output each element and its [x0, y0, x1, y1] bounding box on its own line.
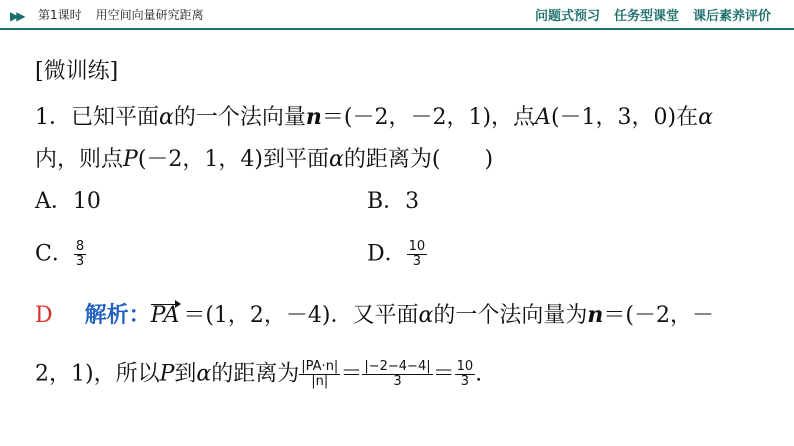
- answer-line-1: D 解析：PA ＝(1，2，－4)．又平面α的一个法向量为n＝(－2，－: [35, 302, 714, 328]
- option-b[interactable]: B．3: [367, 189, 420, 214]
- lesson-number: 第1课时: [38, 8, 82, 22]
- analysis-label: 解析：: [84, 303, 151, 328]
- answer-line-2: 2，1)，所以P到α的距离为 $\frac{|PA\cdot n|}{|n|}$ ＝ $\frac{|-2-4-4|}{3}$ ＝ $\frac{10}{3}$ .: [35, 359, 483, 389]
- nav-evaluation[interactable]: 课后素养评价: [693, 9, 772, 24]
- vector-PA: PA: [150, 303, 180, 328]
- fraction-distance: $\frac{|PA\cdot n|}{|n|}$: [301, 359, 339, 389]
- option-d[interactable]: D． $\frac{10}{3}$: [367, 239, 426, 269]
- section-label: [微训练]: [35, 59, 119, 84]
- fraction-8-3: $\frac{8}{3}$: [75, 239, 85, 269]
- question-line-1: 1．已知平面α的一个法向量n＝(－2，－2，1)，点A(－1，3，0)在α: [35, 104, 713, 130]
- fraction-10-3: $\frac{10}{3}$: [408, 239, 426, 269]
- answer-letter: D: [35, 303, 53, 328]
- option-a[interactable]: A．10: [35, 189, 101, 214]
- double-arrow-icon: ▶▶: [10, 9, 23, 23]
- lesson-topic: 用空间向量研究距离: [95, 8, 204, 22]
- option-c[interactable]: C． $\frac{8}{3}$: [35, 239, 85, 269]
- nav-preview[interactable]: 问题式预习: [535, 9, 601, 24]
- fraction-result: $\frac{10}{3}$: [456, 359, 474, 389]
- fraction-numeric: $\frac{|-2-4-4|}{3}$: [364, 359, 431, 389]
- nav-classroom[interactable]: 任务型课堂: [614, 9, 680, 24]
- question-line-2: 内，则点P(－2，1，4)到平面α的距离为( ): [35, 147, 494, 172]
